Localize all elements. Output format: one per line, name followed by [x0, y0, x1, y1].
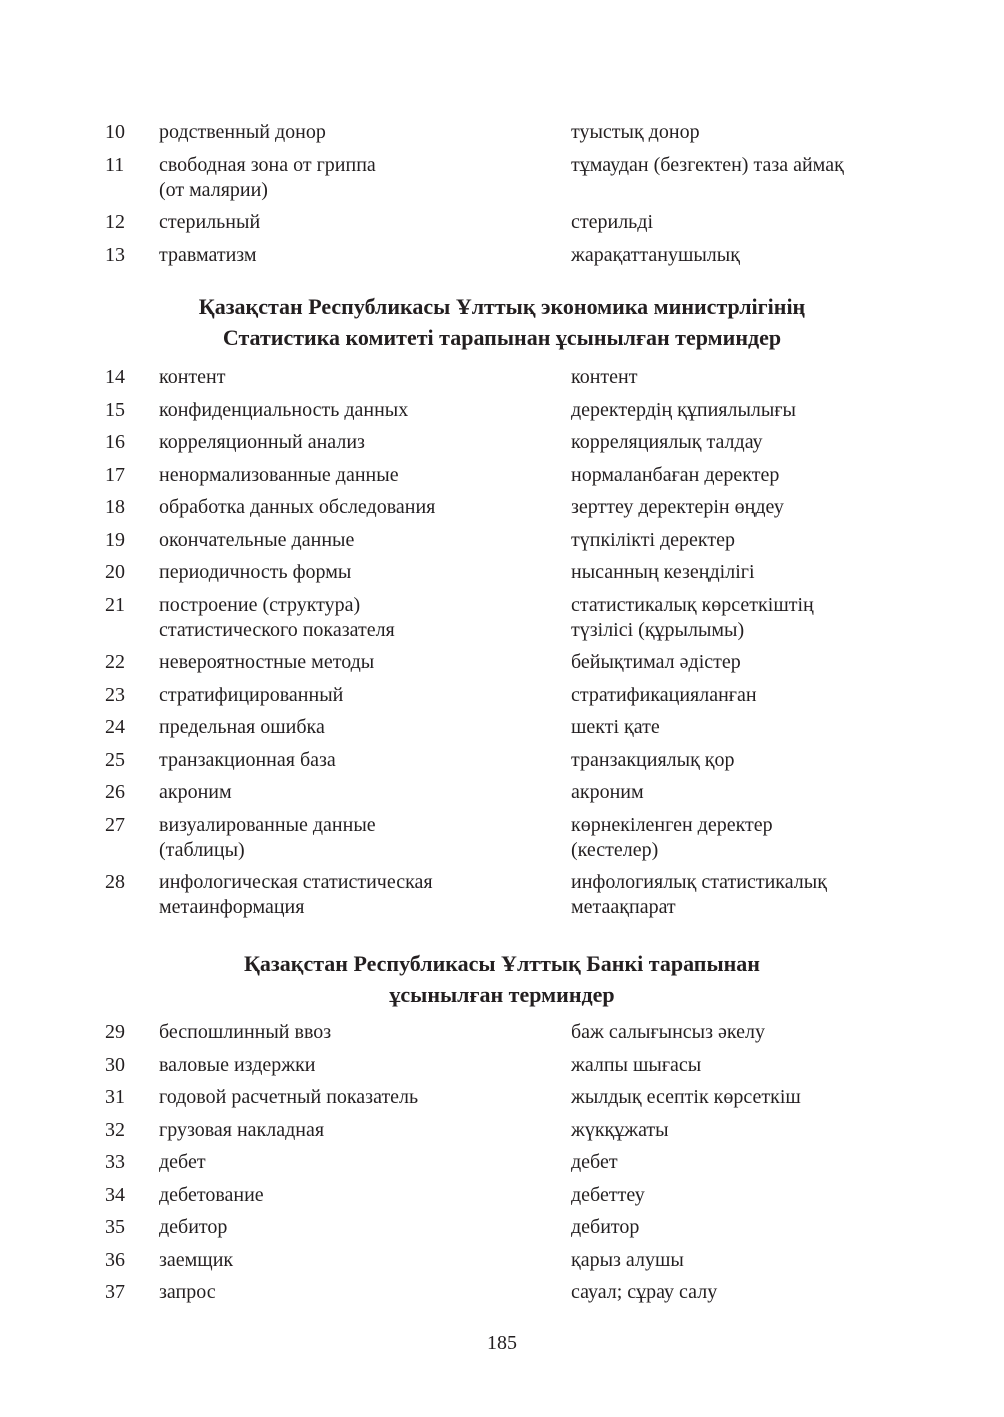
term-number: 24 — [105, 716, 125, 738]
term-russian — [159, 1085, 571, 1110]
term-number: 11 — [105, 153, 125, 176]
term-number: 30 — [105, 1053, 125, 1076]
term-russian — [159, 1150, 571, 1175]
term-russian — [159, 715, 571, 740]
term-line: свободная зона от гриппа — [159, 153, 376, 176]
term-line: жарақаттанушылық — [571, 243, 740, 266]
term-line: предельная ошибка — [159, 716, 325, 738]
term-kazakh — [571, 495, 951, 520]
section-heading-national-bank — [0, 948, 1004, 1010]
term-kazakh — [571, 1280, 951, 1305]
term-list-statistics — [0, 365, 1004, 928]
term-line: корреляциялық талдау — [571, 431, 763, 453]
term-line: периодичность формы — [159, 561, 352, 583]
term-number: 25 — [105, 748, 125, 771]
term-kazakh — [571, 463, 951, 488]
term-number: 23 — [105, 683, 125, 706]
term-line: статистикалық көрсеткіштің — [571, 593, 814, 616]
heading-line: Статистика комитеті тарапынан ұсынылған терминдер — [222, 325, 782, 350]
term-line: метаақпарат — [571, 896, 676, 918]
term-row — [0, 1053, 1004, 1078]
term-line: конфиденциальность данных — [159, 398, 409, 421]
term-line: заемщик — [159, 1248, 234, 1271]
term-line: қарыз алушы — [571, 1248, 684, 1271]
term-russian — [159, 1215, 571, 1240]
term-kazakh — [571, 1053, 951, 1078]
term-line: стратифицированный — [159, 683, 344, 706]
term-russian — [159, 1183, 571, 1208]
term-russian — [159, 398, 571, 423]
term-kazakh — [571, 813, 951, 863]
term-number: 10 — [105, 121, 125, 143]
term-row — [0, 398, 1004, 423]
term-line: запрос — [159, 1281, 216, 1303]
term-row — [0, 495, 1004, 520]
term-line: көрнекіленген деректер — [571, 813, 773, 836]
term-number: 12 — [105, 211, 125, 233]
term-number: 21 — [105, 593, 125, 616]
term-line: акроним — [571, 781, 644, 803]
term-number: 16 — [105, 431, 125, 453]
term-line: түзілісі (құрылымы) — [571, 618, 745, 641]
term-line: нысанның кезеңділігі — [571, 561, 755, 583]
term-row — [0, 528, 1004, 553]
term-row — [0, 1085, 1004, 1110]
term-line: контент — [571, 366, 638, 388]
term-row — [0, 463, 1004, 488]
term-list-intro — [0, 120, 1004, 275]
term-russian — [159, 1248, 571, 1273]
term-line: беспошлинный ввоз — [159, 1021, 332, 1043]
term-russian — [159, 528, 571, 553]
term-russian — [159, 780, 571, 805]
term-line: дебеттеу — [571, 1183, 645, 1206]
term-russian — [159, 1118, 571, 1143]
term-russian — [159, 560, 571, 585]
term-line: деректердің құпиялылығы — [571, 398, 796, 421]
term-line: дебет — [159, 1151, 206, 1173]
term-kazakh — [571, 528, 951, 553]
term-line: валовые издержки — [159, 1053, 316, 1076]
term-line: транзакциялық қор — [571, 748, 735, 771]
section-heading-statistics — [0, 291, 1004, 353]
term-kazakh — [571, 1150, 951, 1175]
term-number: 35 — [105, 1216, 125, 1238]
term-row — [0, 430, 1004, 455]
term-kazakh — [571, 1118, 951, 1143]
term-line: родственный донор — [159, 121, 326, 143]
term-row — [0, 1248, 1004, 1273]
term-number: 18 — [105, 496, 125, 518]
term-line: корреляционный анализ — [159, 431, 365, 453]
term-line: невероятностные методы — [159, 651, 375, 673]
term-line: инфологическая статистическая — [159, 871, 433, 893]
term-line: визуалированные данные — [159, 813, 376, 836]
term-line: контент — [159, 366, 226, 388]
term-kazakh — [571, 1085, 951, 1110]
term-kazakh — [571, 430, 951, 455]
term-russian — [159, 1280, 571, 1305]
term-line: окончательные данные — [159, 528, 355, 551]
term-line: тұмаудан (безгектен) таза аймақ — [571, 153, 844, 176]
term-kazakh — [571, 243, 951, 268]
term-number: 37 — [105, 1281, 125, 1303]
term-line: туыстық донор — [571, 121, 700, 143]
term-russian — [159, 1053, 571, 1078]
term-line: зерттеу деректерін өңдеу — [571, 496, 784, 518]
term-line: нормаланбаған деректер — [571, 463, 780, 486]
term-row — [0, 748, 1004, 773]
term-number: 31 — [105, 1086, 125, 1108]
term-number: 15 — [105, 398, 125, 421]
term-kazakh — [571, 683, 951, 708]
term-russian — [159, 365, 571, 390]
term-number: 28 — [105, 871, 125, 893]
term-kazakh — [571, 1248, 951, 1273]
term-line: жалпы шығасы — [571, 1053, 702, 1076]
term-kazakh — [571, 1020, 951, 1045]
term-line: обработка данных обследования — [159, 496, 436, 518]
term-kazakh — [571, 153, 951, 203]
term-row — [0, 650, 1004, 675]
term-kazakh — [571, 780, 951, 805]
term-russian — [159, 153, 571, 203]
term-line: дебитор — [571, 1216, 640, 1238]
term-line: ненормализованные данные — [159, 463, 399, 486]
term-number: 14 — [105, 366, 125, 388]
term-kazakh — [571, 1183, 951, 1208]
term-line: стратификацияланған — [571, 683, 757, 706]
term-kazakh — [571, 715, 951, 740]
term-russian — [159, 463, 571, 488]
term-russian — [159, 870, 571, 920]
term-kazakh — [571, 870, 951, 920]
term-line: статистического показателя — [159, 618, 395, 641]
term-number: 36 — [105, 1248, 125, 1271]
term-line: дебитор — [159, 1216, 228, 1238]
term-line: бейықтимал әдістер — [571, 651, 741, 673]
term-line: түпкілікті деректер — [571, 528, 736, 551]
term-russian — [159, 210, 571, 235]
term-line: (кестелер) — [571, 838, 659, 861]
term-kazakh — [571, 1215, 951, 1240]
term-number: 33 — [105, 1151, 125, 1173]
term-kazakh — [571, 593, 951, 643]
term-row — [0, 1183, 1004, 1208]
term-line: жүкқұжаты — [571, 1118, 669, 1141]
term-line: дебетование — [159, 1183, 264, 1206]
term-list-national-bank — [0, 1020, 1004, 1313]
term-line: (таблицы) — [159, 838, 245, 861]
term-kazakh — [571, 650, 951, 675]
term-row — [0, 120, 1004, 145]
term-line: инфологиялық статистикалық — [571, 871, 827, 893]
term-line: шекті қате — [571, 716, 660, 738]
term-russian — [159, 243, 571, 268]
term-row — [0, 1215, 1004, 1240]
term-row — [0, 593, 1004, 643]
term-number: 22 — [105, 651, 125, 673]
term-russian — [159, 748, 571, 773]
heading-line: Қазақстан Республикасы Ұлттық экономика министрлігінің — [198, 294, 806, 319]
term-number: 19 — [105, 528, 125, 551]
heading-line: Қазақстан Республикасы Ұлттық Банкі тарапынан — [243, 951, 760, 976]
term-row — [0, 1020, 1004, 1045]
term-line: стерильді — [571, 211, 654, 233]
term-line: годовой расчетный показатель — [159, 1086, 419, 1108]
term-kazakh — [571, 748, 951, 773]
term-line: метаинформация — [159, 896, 305, 918]
term-row — [0, 780, 1004, 805]
term-russian — [159, 495, 571, 520]
term-number: 27 — [105, 813, 125, 836]
term-line: стерильный — [159, 211, 261, 233]
term-row — [0, 153, 1004, 203]
term-row — [0, 1280, 1004, 1305]
term-kazakh — [571, 398, 951, 423]
term-russian — [159, 683, 571, 708]
term-russian — [159, 593, 571, 643]
term-number: 17 — [105, 463, 125, 486]
term-kazakh — [571, 365, 951, 390]
term-number: 20 — [105, 561, 125, 583]
term-line: сауал; сұрау салу — [571, 1281, 718, 1303]
term-row — [0, 1118, 1004, 1143]
term-row — [0, 813, 1004, 863]
page-number: 185 — [487, 1332, 517, 1354]
heading-line: ұсынылған терминдер — [389, 982, 615, 1007]
term-number: 26 — [105, 781, 125, 803]
term-russian — [159, 813, 571, 863]
term-row — [0, 870, 1004, 920]
term-line: травматизм — [159, 243, 257, 266]
term-number: 34 — [105, 1183, 125, 1206]
term-line: (от малярии) — [159, 178, 268, 201]
term-row — [0, 683, 1004, 708]
term-row — [0, 715, 1004, 740]
term-row — [0, 560, 1004, 585]
term-russian — [159, 430, 571, 455]
term-kazakh — [571, 210, 951, 235]
term-row — [0, 1150, 1004, 1175]
term-row — [0, 365, 1004, 390]
term-kazakh — [571, 560, 951, 585]
term-number: 29 — [105, 1021, 125, 1043]
term-russian — [159, 1020, 571, 1045]
term-russian — [159, 120, 571, 145]
term-line: жылдық есептік көрсеткіш — [571, 1086, 801, 1108]
term-number: 32 — [105, 1118, 125, 1141]
term-line: транзакционная база — [159, 748, 336, 771]
term-line: акроним — [159, 781, 232, 803]
term-row — [0, 243, 1004, 268]
term-russian — [159, 650, 571, 675]
term-line: баж салығынсыз әкелу — [571, 1021, 765, 1043]
term-line: дебет — [571, 1151, 618, 1173]
term-line: грузовая накладная — [159, 1118, 325, 1141]
term-row — [0, 210, 1004, 235]
term-number: 13 — [105, 243, 125, 266]
term-line: построение (структура) — [159, 593, 361, 616]
term-kazakh — [571, 120, 951, 145]
